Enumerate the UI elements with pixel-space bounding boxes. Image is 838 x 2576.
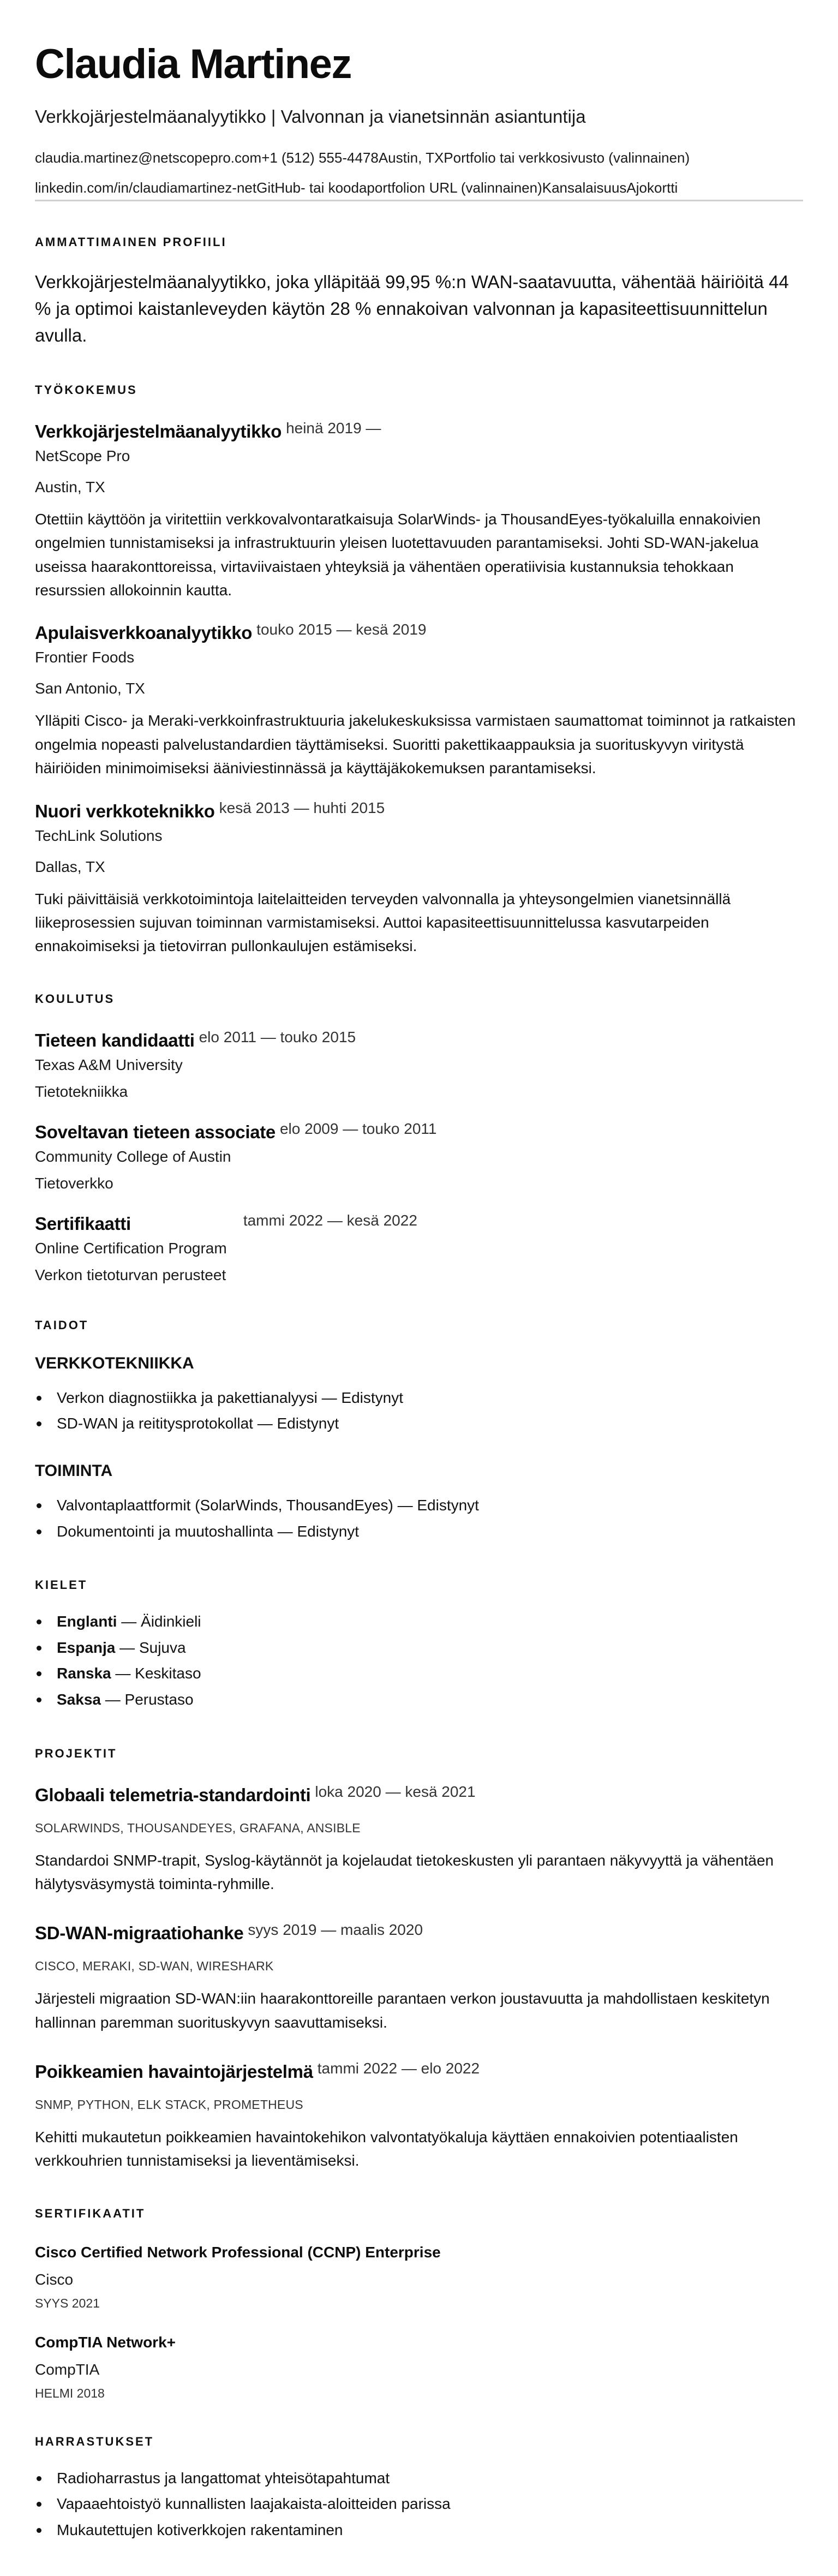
school-name: Community College of Austin xyxy=(35,1147,231,1165)
project-entry xyxy=(35,1923,803,2034)
experience-list xyxy=(35,421,803,958)
job-location: Dallas, TX xyxy=(35,858,105,875)
contact-location: Austin, TX xyxy=(378,150,444,166)
language-level: — Äidinkieli xyxy=(117,1613,201,1630)
project-dates: syys 2019 — maalis 2020 xyxy=(248,1921,423,1939)
project-entry xyxy=(35,1785,803,1896)
job-description: Otettiin käyttöön ja viritettiin verkkovalvontaratkaisuja SolarWinds- ja ThousandEyes-työkaluilla ennakoivien ongelmien tunnistamiseksi ja infrastruktuurin yleisen luotettavuuden parantamiseksi. Johti SD-WAN-jakelua useissa haarakonttoreissa, virtaviivaistaen yhteyksiä ja vähentäen operatiivisia kustannuksia tehokkaan resurssien allokoinnin kautta. xyxy=(35,510,761,599)
language-name: Englanti xyxy=(57,1613,117,1630)
project-tech-tags: CISCO, MERAKI, SD-WAN, WIRESHARK xyxy=(35,1959,274,1974)
degree-title: Tieteen kandidaatti xyxy=(35,1030,195,1050)
projects-list xyxy=(35,1785,803,2173)
project-tech-tags: SNMP, PYTHON, ELK STACK, PROMETHEUS xyxy=(35,2097,303,2112)
section-skills xyxy=(35,1318,803,1544)
header-divider xyxy=(35,200,803,201)
section-title: PROJEKTIT xyxy=(35,1746,117,1760)
contact-citizenship: Kansalaisuus xyxy=(542,179,627,196)
hobby-item: Vapaaehtoistyö kunnallisten laajakaista-aloitteiden parissa xyxy=(35,2491,803,2517)
field-of-study: Tietotekniikka xyxy=(35,1083,128,1100)
certification-entry xyxy=(35,2334,803,2401)
certification-name: Cisco Certified Network Professional (CCNP) Enterprise xyxy=(35,2243,441,2261)
hobbies-list xyxy=(35,2465,803,2543)
job-location: San Antonio, TX xyxy=(35,680,145,697)
contact-phone[interactable]: +1 (512) 555-4478 xyxy=(261,150,379,166)
field-of-study: Verkon tietoturvan perusteet xyxy=(35,1266,226,1283)
skill-item: SD-WAN ja reititysprotokollat — Edistynyt xyxy=(35,1410,803,1437)
languages-list xyxy=(35,1609,803,1712)
contact-email[interactable]: claudia.martinez@netscopepro.com xyxy=(35,150,262,166)
candidate-headline: Verkkojärjestelmäanalyytikko | Valvonnan ja vianetsinnän asiantuntija xyxy=(35,106,586,127)
school-name: Texas A&M University xyxy=(35,1056,183,1073)
project-name: Poikkeamien havaintojärjestelmä xyxy=(35,2061,313,2082)
job-dates: heinä 2019 — xyxy=(286,419,381,437)
project-dates: tammi 2022 — elo 2022 xyxy=(317,2060,480,2077)
company-name: Frontier Foods xyxy=(35,649,135,666)
certification-date: HELMI 2018 xyxy=(35,2386,105,2400)
certifications-list xyxy=(35,2244,803,2401)
language-level: — Keskitaso xyxy=(111,1665,201,1682)
skill-item: Dokumentointi ja muutoshallinta — Edistynyt xyxy=(35,1519,803,1545)
certification-entry xyxy=(35,2244,803,2311)
hobby-item: Radioharrastus ja langattomat yhteisötapahtumat xyxy=(35,2465,803,2491)
education-entry xyxy=(35,1211,803,1284)
project-name: SD-WAN-migraatiohanke xyxy=(35,1923,244,1944)
certification-date: SYYS 2021 xyxy=(35,2296,100,2310)
section-languages xyxy=(35,1578,803,1712)
project-description: Kehitti mukautetun poikkeamien havaintokehikon valvontatyökaluja käyttäen ennakoivien potentiaalisten verkkouhrien tunnistamiseksi ja lieventämiseksi. xyxy=(35,2129,738,2169)
project-dates: loka 2020 — kesä 2021 xyxy=(315,1783,476,1800)
candidate-name: Claudia Martinez xyxy=(35,41,351,87)
skill-list xyxy=(35,1492,803,1544)
profile-summary: Verkkojärjestelmäanalyytikko, joka ylläpitää 99,95 %:n WAN-saatavuutta, vähentää häiriöitä 44 % ja optimoi kaistanleveyden käytön 28 % ennakoivan valvonnan ja kapasiteettisuunnittelun avulla. xyxy=(35,272,789,346)
section-education xyxy=(35,992,803,1284)
experience-entry xyxy=(35,421,803,602)
project-description: Järjesteli migraation SD-WAN:iin haarakonttoreille parantaen verkon joustavuutta ja mahdollistaen keskitetyn hallinnan paremman suorituskyvyn saavuttamiseksi. xyxy=(35,1990,770,2031)
section-title: TAIDOT xyxy=(35,1318,89,1332)
job-dates: touko 2015 — kesä 2019 xyxy=(256,621,427,638)
skill-item: Valvontaplaattformit (SolarWinds, ThousandEyes) — Edistynyt xyxy=(35,1492,803,1519)
language-name: Saksa xyxy=(57,1690,101,1708)
education-dates: elo 2009 — touko 2011 xyxy=(279,1120,437,1137)
section-title: HARRASTUKSET xyxy=(35,2434,154,2448)
experience-entry xyxy=(35,801,803,958)
language-level: — Sujuva xyxy=(115,1639,186,1656)
contact-linkedin[interactable]: linkedin.com/in/claudiamartinez-net xyxy=(35,179,257,196)
education-entry xyxy=(35,1030,803,1101)
field-of-study: Tietoverkko xyxy=(35,1174,113,1192)
school-name: Online Certification Program xyxy=(35,1239,227,1257)
section-title: SERTIFIKAATIT xyxy=(35,2206,146,2220)
degree-title: Soveltavan tieteen associate xyxy=(35,1121,276,1142)
language-name: Ranska xyxy=(57,1665,111,1682)
contact-portfolio[interactable]: Portfolio tai verkkosivusto (valinnainen) xyxy=(444,150,690,166)
education-dates: elo 2011 — touko 2015 xyxy=(199,1028,356,1045)
project-tech-tags: SOLARWINDS, THOUSANDEYES, GRAFANA, ANSIBLE xyxy=(35,1820,361,1835)
experience-entry xyxy=(35,623,803,780)
contact-row-secondary xyxy=(35,179,803,197)
company-name: TechLink Solutions xyxy=(35,827,163,844)
language-level: — Perustaso xyxy=(100,1690,194,1708)
contact-row-primary xyxy=(35,149,803,167)
section-title: KIELET xyxy=(35,1578,88,1592)
section-title: KOULUTUS xyxy=(35,991,115,1006)
section-profile xyxy=(35,235,803,349)
skill-group-title: VERKKOTEKNIIKKA xyxy=(35,1354,194,1372)
project-entry xyxy=(35,2061,803,2173)
certification-issuer: CompTIA xyxy=(35,2360,100,2378)
section-title: AMMATTIMAINEN PROFIILI xyxy=(35,235,227,249)
education-dates: tammi 2022 — kesä 2022 xyxy=(243,1211,417,1229)
language-item xyxy=(35,1609,803,1635)
resume-header xyxy=(35,43,803,201)
job-location: Austin, TX xyxy=(35,478,105,495)
job-title: Apulaisverkkoanalyytikko xyxy=(35,623,253,643)
language-item xyxy=(35,1635,803,1661)
project-name: Globaali telemetria-standardointi xyxy=(35,1784,311,1805)
skills-list xyxy=(35,1354,803,1544)
section-experience xyxy=(35,383,803,958)
project-description: Standardoi SNMP-trapit, Syslog-käytännöt ja kojelaudat tietokeskusten yli parantaen näkyvyyttä ja vähentäen hälytysväsymystä toiminta-ryhmille. xyxy=(35,1851,774,1892)
contact-drivers-license: Ajokortti xyxy=(626,179,678,196)
job-description: Tuki päivittäisiä verkkotoimintoja laitelaitteiden terveyden valvonnalla ja yhteysongelmien vianetsinnällä liikeprosessien sujuvan toiminnan varmistamiseksi. Auttoi kapasiteettisuunnittelussa kasvutarpeiden ennakoimiseksi ja tietovirran pullonkaulujen estämiseksi. xyxy=(35,890,731,955)
section-title: TYÖKOKEMUS xyxy=(35,382,137,397)
contact-github[interactable]: GitHub- tai koodaportfolion URL (valinnainen) xyxy=(256,179,542,196)
section-projects xyxy=(35,1747,803,2173)
certification-issuer: Cisco xyxy=(35,2270,74,2288)
section-hobbies xyxy=(35,2435,803,2543)
language-name: Espanja xyxy=(57,1639,116,1656)
skill-item: Verkon diagnostiikka ja pakettianalyysi — Edistynyt xyxy=(35,1385,803,1411)
skill-list xyxy=(35,1385,803,1437)
language-item xyxy=(35,1687,803,1713)
language-item xyxy=(35,1660,803,1687)
hobby-item: Mukautettujen kotiverkkojen rakentaminen xyxy=(35,2517,803,2543)
job-title: Nuori verkkoteknikko xyxy=(35,800,215,821)
company-name: NetScope Pro xyxy=(35,447,130,464)
job-title: Verkkojärjestelmäanalyytikko xyxy=(35,421,282,441)
degree-title: Sertifikaatti xyxy=(35,1213,131,1234)
certification-name: CompTIA Network+ xyxy=(35,2333,176,2351)
section-certifications xyxy=(35,2207,803,2401)
education-entry xyxy=(35,1122,803,1193)
job-dates: kesä 2013 — huhti 2015 xyxy=(219,799,385,816)
education-list xyxy=(35,1030,803,1284)
skill-group-title: TOIMINTA xyxy=(35,1461,113,1480)
job-description: Ylläpiti Cisco- ja Meraki-verkkoinfrastruktuuria jakelukeskuksissa varmistaen saumattomat toiminnot ja ratkaisten ongelmia nopeasti palvelustandardien täyttämiseksi. Suoritti pakettikaappauksia ja suorituskyvyn viritystä häiriöiden minimoimiseksi ääniviestinnässä ja käyttäjäkokemuksen parantamiseksi. xyxy=(35,712,796,777)
